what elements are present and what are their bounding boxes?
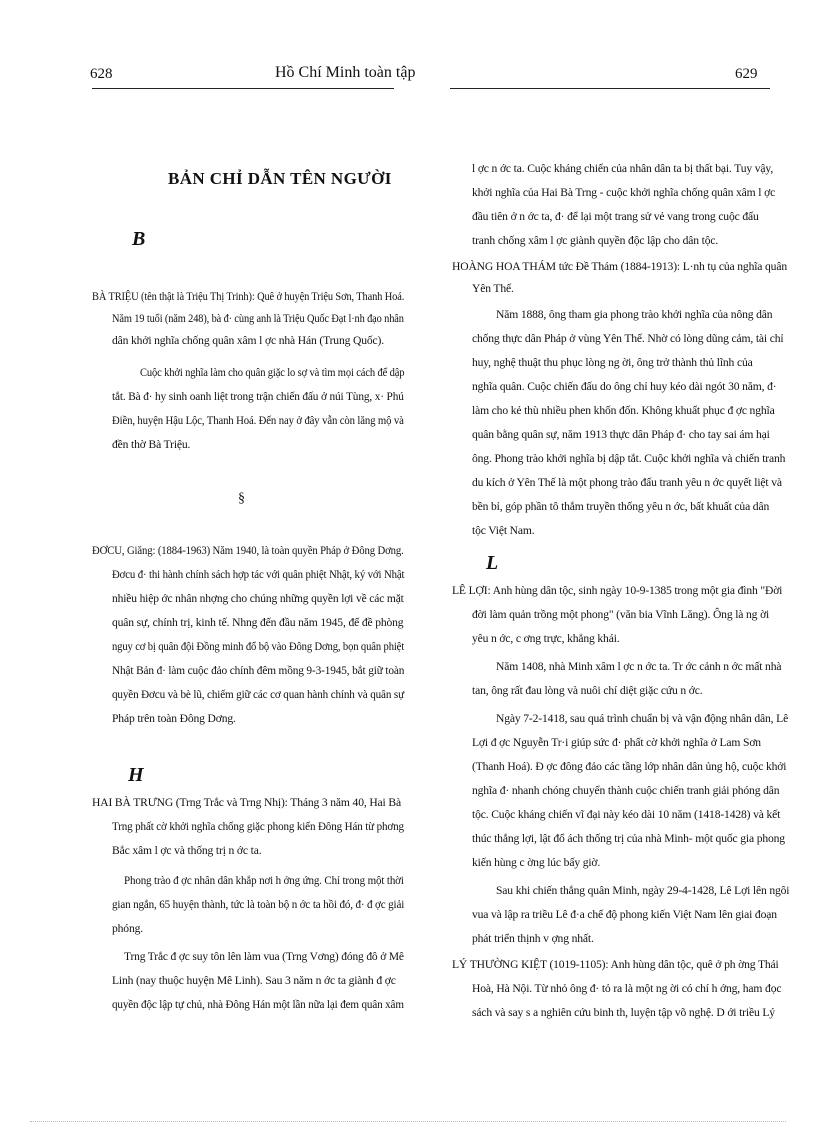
entry-line: tắt. Bà đ· hy sinh oanh liệt trong trận chiến đấu ở núi Tùng, x· Phú	[112, 390, 404, 403]
section-letter-l: L	[486, 552, 499, 574]
entry-line: Pháp trên toàn Đông Dơng.	[112, 712, 236, 725]
entry-line: gian ngắn, 65 huyện thành, tức là toàn bộ n ớc ta hồi đó, đ· đ ợc giải	[112, 898, 405, 911]
page-title: BẢN CHỈ DẪN TÊN NGƯỜI	[168, 169, 392, 188]
entry-line: bền bỉ, góp phần tô thắm truyền thống yêu n ớc, bất khuất của dân	[472, 500, 770, 513]
entry-line: Năm 1408, nhà Minh xâm l ợc n ớc ta. Tr ớc cảnh n ớc mất nhà	[496, 660, 782, 673]
entry-line: Hoà, Hà Nội. Từ nhỏ ông đ· tỏ ra là một ng ời có chí h ớng, ham đọc	[472, 982, 782, 995]
entry-line: thúc thắng lợi, lật đổ ách thống trị của nhà Minh- một quốc gia phong	[472, 832, 785, 845]
entry-line: ĐƠCU, Giăng: (1884-1963) Năm 1940, là toàn quyền Pháp ở Đông Dơng.	[92, 544, 404, 557]
entry-line: phóng.	[112, 922, 143, 935]
entry-line: phát triển thịnh v ợng nhất.	[472, 932, 594, 945]
right-column	[410, 0, 816, 1123]
section-letter-h: H	[128, 764, 144, 786]
entry-line: Bắc xâm l ợc và thống trị n ớc ta.	[112, 844, 262, 857]
entry-line: Phong trào đ ợc nhân dân khắp nơi h ởng ứng. Chỉ trong một thời	[124, 874, 404, 887]
page-number-right: 629	[735, 66, 758, 82]
entry-line: LÝ THƯỜNG KIỆT (1019-1105): Anh hùng dân tộc, quê ở ph ờng Thái	[452, 958, 779, 971]
entry-line: Cuộc khởi nghĩa làm cho quân giặc lo sợ và tìm mọi cách để dập	[140, 366, 405, 379]
entry-line: yêu n ớc, c ơng trực, khẳng khái.	[472, 632, 620, 645]
entry-line: Đơcu đ· thi hành chính sách hợp tác với quân phiệt Nhật, ký với Nhật	[112, 568, 405, 581]
entry-line: nguy cơ bị quân đội Đồng minh đổ bộ vào Đông Dơng, bọn quân phiệt	[112, 640, 405, 653]
entry-line: tộc. Cuộc kháng chiến vĩ đại này kéo dài 10 năm (1418-1428) và kết	[472, 808, 781, 821]
entry-line: BÀ TRIỆU (tên thật là Triệu Thị Trinh): Quê ở huyện Triệu Sơn, Thanh Hoá.	[92, 290, 405, 303]
entry-line: tan, ông rất đau lòng và nuôi chí diệt giặc cứu n ớc.	[472, 684, 703, 697]
entry-line: sách và say s a nghiên cứu binh th, luyện tập võ nghệ. D ới triều Lý	[472, 1006, 775, 1019]
entry-line: l ợc n ớc ta. Cuộc kháng chiến của nhân dân ta bị thất bại. Tuy vậy,	[472, 162, 774, 175]
entry-line: Sau khi chiến thắng quân Minh, ngày 29-4-1428, Lê Lợi lên ngôi	[496, 884, 790, 897]
entry-line: đời làm quản trồng một phong" (văn bia Vĩnh Lăng). Ông là ng ời	[472, 608, 770, 621]
entry-line: (Thanh Hoá). Đ ợc đông đảo các tầng lớp nhân dân ủng hộ, cuộc khởi	[472, 760, 787, 773]
page-bottom-edge	[30, 1121, 786, 1122]
entry-line: đền thờ Bà Triệu.	[112, 438, 191, 451]
entry-line: dân khởi nghĩa chống quân xâm l ợc nhà Hán (Trung Quốc).	[112, 334, 384, 347]
entry-line: Nhật Bản đ· làm cuộc đảo chính đêm mồng 9-3-1945, bắt giữ toàn	[112, 664, 405, 677]
entry-line: du kích ở Yên Thế là một phong trào đấu tranh yêu n ớc quyết liệt và	[472, 476, 782, 489]
entry-line: nghĩa quân. Cuộc chiến đấu do ông chỉ huy kéo dài ngót 30 năm, đ·	[472, 380, 777, 393]
entry-line: LÊ LỢI: Anh hùng dân tộc, sinh ngày 10-9-1385 trong một gia đình "Đời	[452, 584, 783, 597]
entry-line: tranh chống xâm l ợc giành quyền độc lập cho dân tộc.	[472, 234, 719, 247]
entry-line: Linh (nay thuộc huyện Mê Linh). Sau 3 năm n ớc ta giành đ ợc	[112, 974, 396, 987]
entry-line: Lợi đ ợc Nguyễn Tr·i giúp sức đ· phất cờ khởi nghĩa ở Lam Sơn	[472, 736, 761, 749]
entry-line: khởi nghĩa của Hai Bà Trng - cuộc khởi nghĩa chống quân xâm l ợc	[472, 186, 776, 199]
entry-line: nghĩa đ· nhanh chóng chuyển thành cuộc chiến tranh giải phóng dân	[472, 784, 780, 797]
entry-line: tộc Việt Nam.	[472, 524, 535, 537]
entry-line: đầu tiên ở n ớc ta, đ· để lại một trang sử vẻ vang trong cuộc đấu	[472, 210, 759, 223]
entry-line: Điền, huyện Hậu Lộc, Thanh Hoá. Đến nay ở đây vẫn còn lăng mộ và	[112, 414, 404, 427]
entry-line: quyền độc lập tự chủ, nhà Đông Hán một lần nữa lại đem quân xâm	[112, 998, 404, 1011]
entry-line: làm cho kẻ thù nhiều phen khốn đốn. Không khuất phục đ ợc nghĩa	[472, 404, 775, 417]
entry-line: chống thực dân Pháp ở vùng Yên Thế. Nhờ có lòng dũng cảm, tài chỉ	[472, 332, 784, 345]
section-letter-b: B	[132, 228, 146, 250]
entry-line: Trng phất cờ khởi nghĩa chống giặc phong kiến Đông Hán từ phơng	[112, 820, 404, 833]
entry-line: vua và lập ra triều Lê đ·a chế độ phong kiến Việt Nam lên giai đoạn	[472, 908, 777, 921]
entry-line: kiến hùng c ờng lúc bấy giờ.	[472, 856, 601, 869]
page-number-left: 628	[90, 66, 113, 82]
entry-line: ông. Phong trào khởi nghĩa bị dập tắt. Cuộc khởi nghĩa và chiến tranh	[472, 452, 786, 465]
entry-line: HAI BÀ TRƯNG (Trng Trắc và Trng Nhị): Tháng 3 năm 40, Hai Bà	[92, 796, 401, 809]
entry-line: quân sự, chính trị, kinh tế. Nhng đến đầu năm 1945, để đề phòng	[112, 616, 404, 629]
entry-line: Năm 19 tuổi (năm 248), bà đ· cùng anh là Triệu Quốc Đạt l·nh đạo nhân	[112, 312, 404, 325]
section-mark: §	[238, 491, 245, 506]
entry-line: Ngày 7-2-1418, sau quá trình chuẩn bị và vận động nhân dân, Lê	[496, 712, 789, 725]
book-title: Hồ Chí Minh toàn tập	[275, 64, 416, 81]
entry-line: nhiều hiệp ớc nhân nhợng cho chúng những quyền lợi về các mặt	[112, 592, 404, 605]
entry-line: huy, nghệ thuật thu phục lòng ng ời, ông trở thành thủ lĩnh của	[472, 356, 753, 369]
entry-line: Năm 1888, ông tham gia phong trào khởi nghĩa của nông dân	[496, 308, 773, 321]
entry-line: Yên Thế.	[472, 282, 514, 295]
entry-line: HOÀNG HOA THÁM tức Đề Thám (1884-1913): L·nh tụ của nghĩa quân	[452, 260, 787, 273]
entry-line: Trng Trắc đ ợc suy tôn lên làm vua (Trng Vơng) đóng đô ở Mê	[124, 950, 404, 963]
entry-line: quyền Đơcu và bè lũ, chiếm giữ các cơ quan hành chính và quân sự	[112, 688, 405, 701]
entry-line: quân bằng quân sự, năm 1913 thực dân Pháp đ· cho tay sai ám hại	[472, 428, 770, 441]
